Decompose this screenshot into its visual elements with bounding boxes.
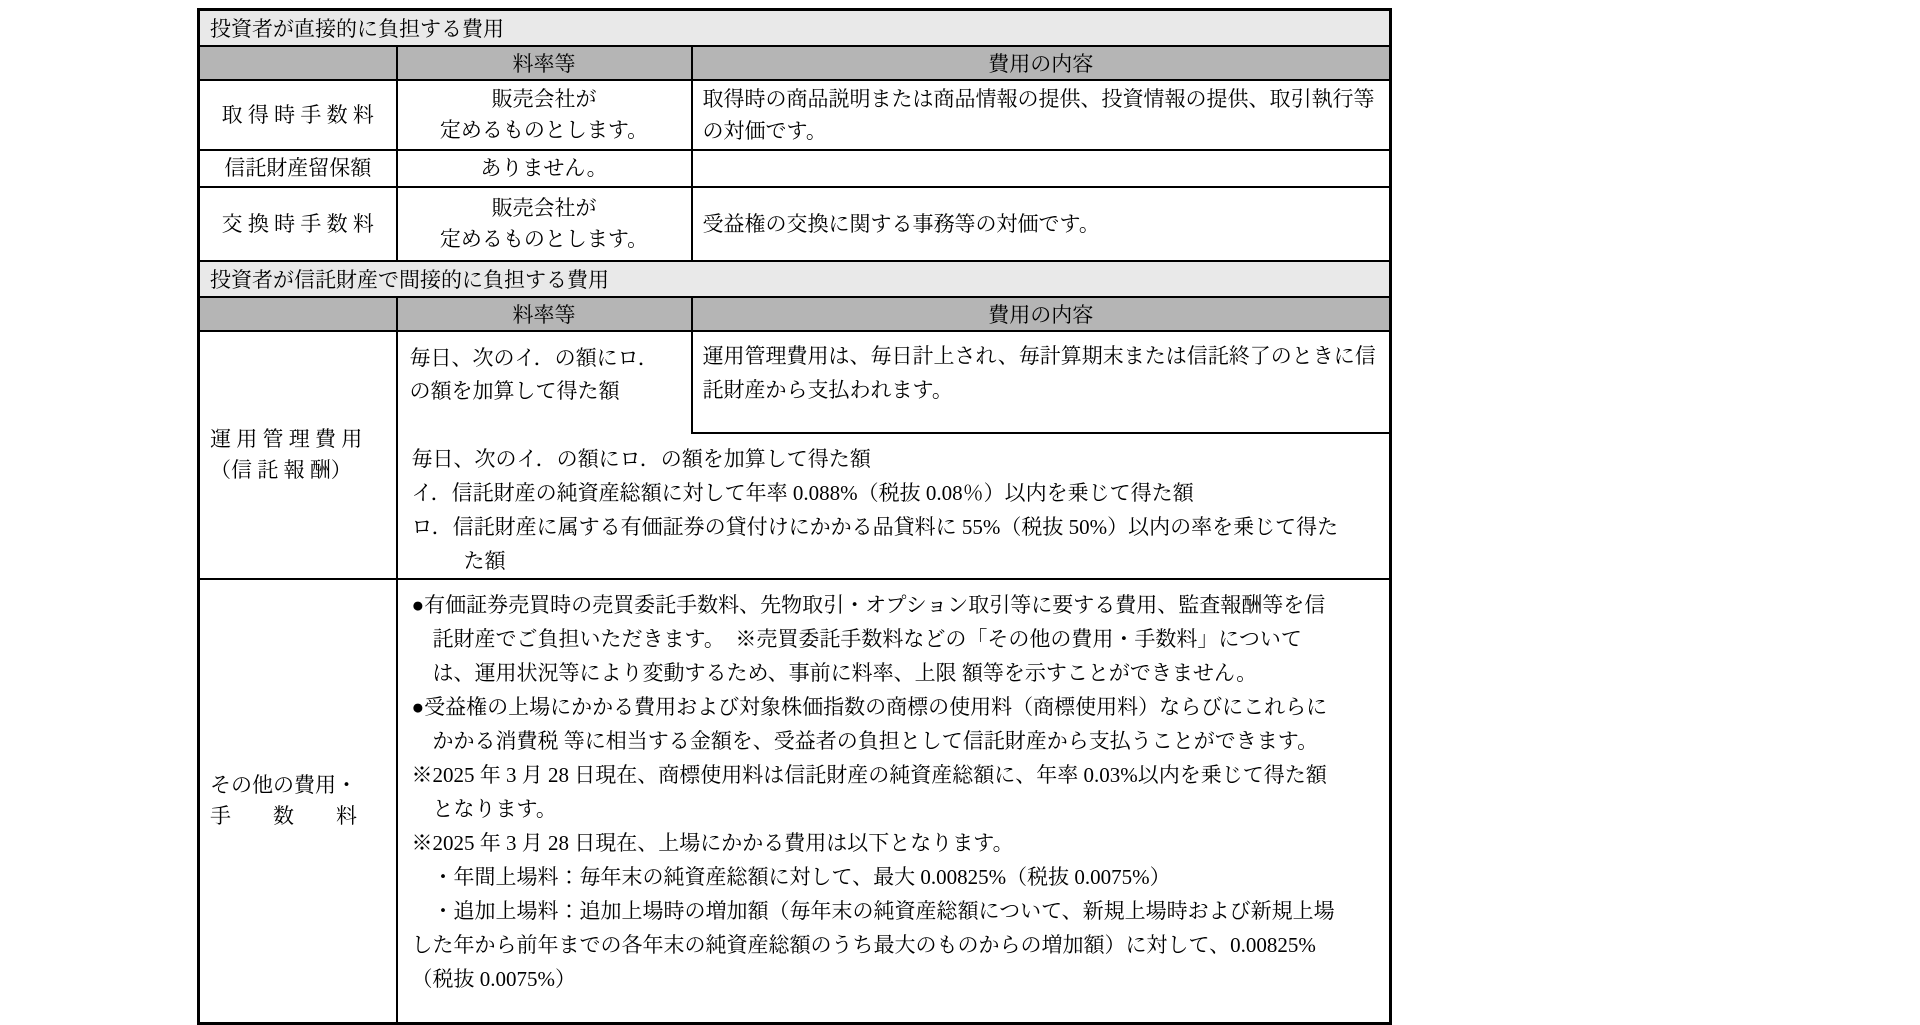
- indirect-column-header-row: [199, 297, 1391, 331]
- direct-column-header-desc: 費用の内容: [692, 46, 1391, 80]
- label-line: その他の費用・: [210, 773, 357, 797]
- label-line: 運 用 管 理 費 用: [210, 427, 363, 451]
- detail-line: 毎日、次のイ．の額にロ．の額を加算して得た額: [411, 447, 871, 471]
- acquisition-fee-rate: [397, 80, 692, 150]
- detail-line: イ．信託財産の純資産総額に対して年率 0.088%（税抜 0.08％）以内を乗じて得た額: [411, 481, 1194, 505]
- direct-column-header-blank: [199, 46, 397, 80]
- detail-line: ロ．信託財産に属する有価証券の貸付けにかかる品貸料に 55%（税抜 50%）以内の率を乗じて得た: [411, 515, 1339, 539]
- rate-line: 定めるものとします。: [439, 227, 649, 251]
- detail-line: た額: [463, 549, 506, 573]
- other-fees-line: ●受益権の上場にかかる費用および対象株価指数の商標の使用料（商標使用料）ならびにこれらに: [411, 695, 1328, 719]
- other-fees-line: ※2025 年 3 月 28 日現在、上場にかかる費用は以下となります。: [411, 831, 1014, 855]
- row-exchange-fee: [199, 187, 1391, 261]
- retention-amount-label: 信託財産留保額: [199, 150, 397, 187]
- row-acquisition-fee: [199, 80, 1391, 150]
- exchange-fee-rate: [397, 187, 692, 261]
- fee-table-document: [197, 8, 1392, 1025]
- rate-line: 定めるものとします。: [439, 118, 649, 142]
- indirect-column-header-rate: 料率等: [397, 297, 692, 331]
- rate-line: ありません。: [480, 156, 608, 180]
- other-fees-line: ・年間上場料：毎年末の純資産総額に対して、最大 0.00825%（税抜 0.0075%）: [432, 865, 1171, 889]
- other-fees-detail-cell: [397, 579, 1391, 1024]
- other-fees-line: 託財産でご負担いただきます。 ※売買委託手数料などの「その他の費用・手数料」について: [432, 627, 1302, 651]
- other-fees-line: ※2025 年 3 月 28 日現在、商標使用料は信託財産の純資産総額に、年率 0.03%以内を乗じて得た額: [411, 763, 1327, 787]
- retention-amount-description: [692, 150, 1391, 187]
- acquisition-fee-description: 取得時の商品説明または商品情報の提供、投資情報の提供、取引執行等の対価です。: [692, 80, 1391, 150]
- section-direct-header-row: [199, 10, 1391, 47]
- row-management-fee: [199, 331, 1391, 579]
- management-fee-label: [199, 331, 397, 579]
- row-other-fees: [199, 579, 1391, 1024]
- exchange-fee-label: 交 換 時 手 数 料: [199, 187, 397, 261]
- other-fees-line: かかる消費税 等に相当する金額を、受益者の負担として信託財産から支払うことができます。: [432, 729, 1319, 753]
- rate-line: 販売会社が: [491, 196, 597, 220]
- section-direct-title: 投資者が直接的に負担する費用: [199, 10, 1391, 47]
- management-fee-description: 運用管理費用は、毎日計上され、毎計算期末または信託終了のときに信託財産から支払われます。: [691, 332, 1390, 434]
- other-fees-line: ●有価証券売買時の売買委託手数料、先物取引・オプション取引等に要する費用、監査報酬等を信: [411, 593, 1326, 617]
- management-fee-rate-detail: [398, 434, 1390, 578]
- other-fees-line: ・追加上場料：追加上場時の増加額（毎年末の純資産総額について、新規上場時および新規上場: [432, 899, 1335, 923]
- other-fees-label: [199, 579, 397, 1024]
- row-retention-amount: [199, 150, 1391, 187]
- label-line: （信 託 報 酬）: [210, 458, 352, 482]
- other-fees-line: となります。: [432, 797, 557, 821]
- indirect-column-header-desc: 費用の内容: [692, 297, 1391, 331]
- direct-column-header-rate: 料率等: [397, 46, 692, 80]
- management-fee-detail-cell: [397, 331, 1391, 579]
- label-line: 手 数 料: [210, 804, 357, 828]
- other-fees-line: （税抜 0.0075%）: [411, 967, 576, 991]
- other-fees-line: した年から前年までの各年末の純資産総額のうち最大のものからの増加額）に対して、0.00825%: [411, 933, 1316, 957]
- management-fee-top-subrow: [398, 332, 1390, 434]
- section-indirect-header-row: [199, 261, 1391, 297]
- other-fees-line: は、運用状況等により変動するため、事前に料率、上限 額等を示すことができません。: [432, 661, 1258, 685]
- indirect-column-header-blank: [199, 297, 397, 331]
- section-indirect-title: 投資者が信託財産で間接的に負担する費用: [199, 261, 1391, 297]
- fee-table: [197, 8, 1392, 1025]
- exchange-fee-description: 受益権の交換に関する事務等の対価です。: [692, 187, 1391, 261]
- rate-line: 販売会社が: [491, 87, 597, 111]
- direct-column-header-row: [199, 46, 1391, 80]
- retention-amount-rate: [397, 150, 692, 187]
- acquisition-fee-label: 取 得 時 手 数 料: [199, 80, 397, 150]
- management-fee-rate-summary: 毎日、次のイ．の額にロ．の額を加算して得た額: [409, 346, 659, 403]
